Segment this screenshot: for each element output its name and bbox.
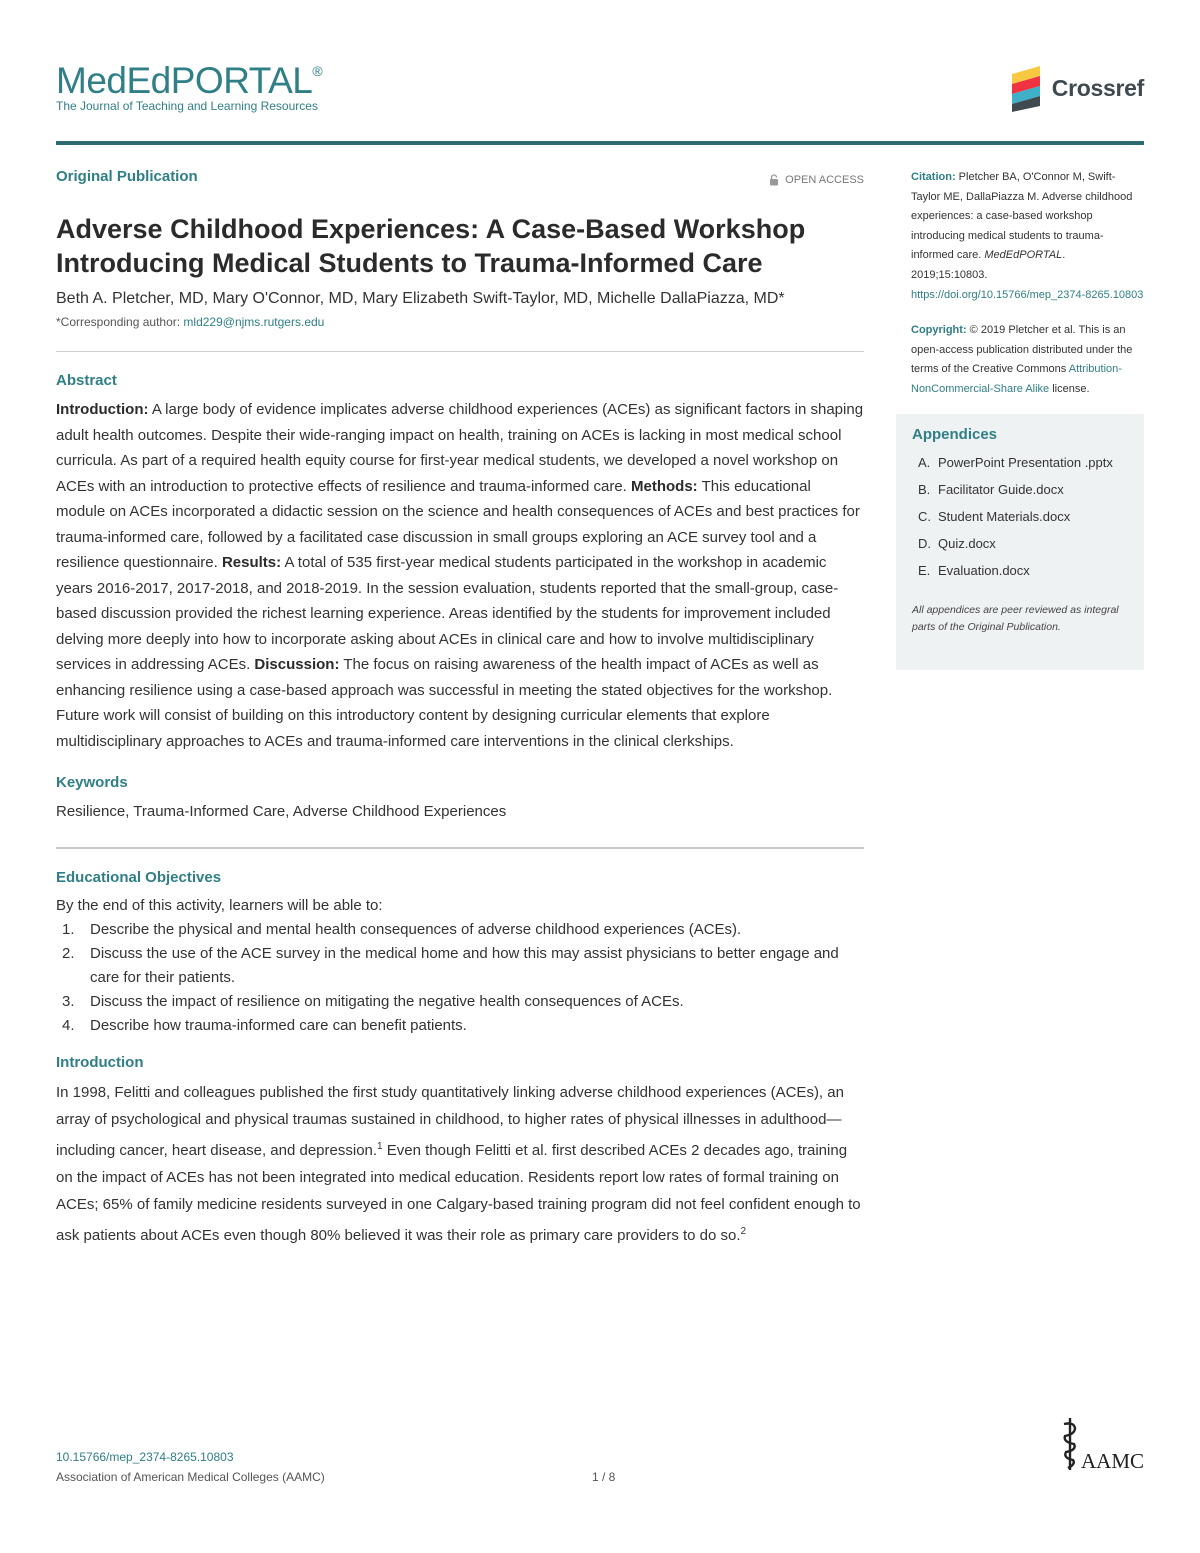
open-access-badge: [769, 174, 864, 186]
footer-publisher: Association of American Medical Colleges (AAMC): [56, 1470, 325, 1484]
reference-1[interactable]: 1: [377, 1140, 383, 1152]
appendix-name: Facilitator Guide.docx: [938, 481, 1064, 497]
appendix-name: PowerPoint Presentation .pptx: [938, 454, 1113, 470]
copyright-tail: license.: [1049, 382, 1090, 395]
objectives-heading: Educational Objectives: [56, 868, 222, 886]
appendix-letter: D.: [918, 535, 931, 551]
objective-text: Describe the physical and mental health consequences of adverse childhood experiences (ACEs).: [90, 920, 742, 938]
aamc-logo-text: AAMC: [1080, 1449, 1144, 1473]
logo-main-text: MedEdPORTAL: [56, 60, 313, 101]
crossref-label: Crossref: [1051, 74, 1144, 101]
abstract-text: [56, 397, 864, 754]
corresponding-author: [56, 315, 864, 329]
appendices-note: All appendices are peer reviewed as integral parts of the Original Publication.: [912, 603, 1119, 633]
copyright-text: © 2019 Pletcher et al. This is an open-access publication distributed under the terms of the Creative Commons: [911, 324, 1133, 376]
copyright-block: [896, 321, 1144, 399]
citation-block: [896, 168, 1144, 305]
page-number: 1 / 8: [592, 1470, 616, 1484]
appendix-item[interactable]: [912, 479, 1128, 501]
page-footer: [56, 1450, 1144, 1510]
abstract-divider: [56, 351, 864, 352]
introduction-text: [56, 1079, 864, 1249]
abstract-results-label: Results:: [221, 554, 282, 571]
main-column: [56, 168, 864, 1249]
abstract-methods-label: Methods:: [631, 477, 698, 495]
article-title: Adverse Childhood Experiences: A Case-Based Workshop Introducing Medical Students to Trauma-Informed Care: [56, 214, 806, 278]
appendices-panel: [896, 414, 1144, 670]
keywords-heading: Keywords: [56, 774, 128, 791]
objectives-lead: By the end of this activity, learners will be able to:: [56, 896, 383, 914]
objective-number: 2.: [62, 944, 75, 962]
sidebar: [896, 168, 1144, 670]
appendix-item[interactable]: [912, 533, 1128, 555]
abstract-intro-text: A large body of evidence implicates adverse childhood experiences (ACEs) as significant factors in shaping adult health outcomes. Despite their wide-ranging impact on health, training on ACEs is lacking in most medical school curricula. As part of a required health equity course for first-year medical students, we developed a novel workshop on ACEs with an introduction to protective effects of resilience and trauma-informed care.: [56, 401, 864, 495]
page-header: [56, 62, 1144, 142]
caduceus-icon: [1059, 1416, 1081, 1472]
citation-volume: . 2019;15:10803.: [911, 249, 1066, 281]
objective-item: [56, 942, 864, 990]
mededportal-logo[interactable]: [56, 62, 322, 99]
objective-text: Describe how trauma-informed care can benefit patients.: [90, 1016, 467, 1034]
appendix-letter: A.: [918, 454, 931, 470]
copyright-label: Copyright:: [911, 324, 967, 337]
objective-number: 1.: [62, 920, 75, 938]
crossref-icon: [1010, 64, 1046, 112]
objective-number: 3.: [62, 992, 75, 1010]
reference-2[interactable]: 2: [740, 1225, 747, 1237]
abstract-intro-label: Introduction:: [56, 401, 149, 418]
header-divider: [56, 141, 1144, 145]
citation-text: Pletcher BA, O'Connor M, Swift-Taylor ME, DallaPiazza M. Adverse childhood experiences: a case-based workshop introducing medical students to trauma-informed care.: [911, 171, 1133, 262]
introduction-text-b: Even though Felitti et al. first described ACEs 2 decades ago, training on the impact of ACEs has not been integrated into medical education. Residents report low rates of formal training on ACEs; 65% of family medicine residents surveyed in one Calgary-based training program did not feel confident enough to ask patients about ACEs even though 80% believed it was their role as primary care providers to do so.: [56, 1141, 861, 1244]
footer-doi[interactable]: 10.15766/mep_2374-8265.10803: [56, 1450, 234, 1464]
objectives-list: [56, 918, 864, 1038]
keywords-text: Resilience, Trauma-Informed Care, Adverse Childhood Experiences: [56, 803, 507, 820]
appendix-name: Student Materials.docx: [938, 508, 1071, 524]
appendices-heading: Appendices: [912, 425, 998, 443]
objective-text: Discuss the impact of resilience on mitigating the negative health consequences of ACEs.: [90, 992, 684, 1010]
appendix-letter: C.: [918, 508, 931, 524]
author-list: Beth A. Pletcher, MD, Mary O'Connor, MD, Mary Elizabeth Swift-Taylor, MD, Michelle DallaPiazza, MD*: [56, 290, 785, 307]
appendix-name: Quiz.docx: [938, 535, 996, 551]
appendix-item[interactable]: [912, 452, 1128, 474]
abstract-heading: Abstract: [56, 372, 117, 389]
abstract-methods-text: This educational module on ACEs incorporated a didactic session on the science and health consequences of ACEs and best practices for trauma-informed care, followed by a facilitated case discussion in small groups exploring an ACE survey tool and a resilience questionnaire.: [56, 477, 860, 571]
lock-icon: [769, 174, 779, 186]
aamc-logo: [1059, 1416, 1144, 1472]
open-access-label: OPEN ACCESS: [785, 174, 864, 186]
appendices-list: [912, 452, 1128, 582]
abstract-discussion-text: The focus on raising awareness of the health impact of ACEs as well as enhancing resilience using a case-based approach was successful in meeting the stated objectives for the workshop. Future work will consist of building on this introductory content by designing curricular elements that explore multidisciplinary approaches to ACEs and trauma-informed care interventions in the clinical clerkships.: [56, 656, 833, 750]
citation-label: Citation:: [911, 171, 956, 183]
corresponding-prefix: *Corresponding author:: [56, 315, 184, 329]
publication-type: Original Publication: [56, 168, 198, 185]
appendix-item[interactable]: [912, 560, 1128, 582]
citation-doi-link[interactable]: https://doi.org/10.15766/mep_2374-8265.10803: [911, 288, 1144, 301]
objective-item: [56, 1014, 864, 1038]
crossref-logo[interactable]: [1010, 64, 1144, 112]
logo-subtitle: The Journal of Teaching and Learning Resources: [56, 99, 318, 113]
appendix-letter: B.: [918, 481, 931, 497]
abstract-discussion-label: Discussion:: [254, 656, 340, 673]
citation-journal: MedEdPORTAL: [984, 249, 1063, 262]
objective-number: 4.: [62, 1016, 75, 1034]
objective-text: Discuss the use of the ACE survey in the medical home and how this may assist physicians to better engage and care for their patients.: [90, 944, 839, 986]
abstract-results-text: A total of 535 first-year medical students participated in the workshop in academic years 2016-2017, 2017-2018, and 2018-2019. In the session evaluation, students reported that the small-group, case-based discussion provided the richest learning experience. Areas identified by the students for improvement included delving more deeply into how to incorporate asking about ACEs in clinical care and how to involve multidisciplinary services in addressing ACEs.: [56, 554, 839, 673]
logo-reg-mark: ®: [312, 63, 323, 79]
license-link[interactable]: Attribution-NonCommercial-Share Alike: [911, 363, 1122, 395]
introduction-heading: Introduction: [56, 1053, 144, 1071]
objective-item: [56, 918, 864, 942]
objectives-divider: [56, 847, 864, 849]
corresponding-email-link[interactable]: mld229@njms.rutgers.edu: [183, 315, 325, 329]
appendix-name: Evaluation.docx: [938, 562, 1030, 578]
introduction-text-a: In 1998, Felitti and colleagues published the first study quantitatively linking adverse childhood experiences (ACEs), an array of psychological and physical traumas sustained in childhood, to higher rates of physical illnesses in adulthood—including cancer, heart disease, and depression.: [56, 1083, 844, 1159]
objective-item: [56, 990, 864, 1014]
appendix-letter: E.: [918, 562, 931, 578]
appendix-item[interactable]: [912, 506, 1128, 528]
